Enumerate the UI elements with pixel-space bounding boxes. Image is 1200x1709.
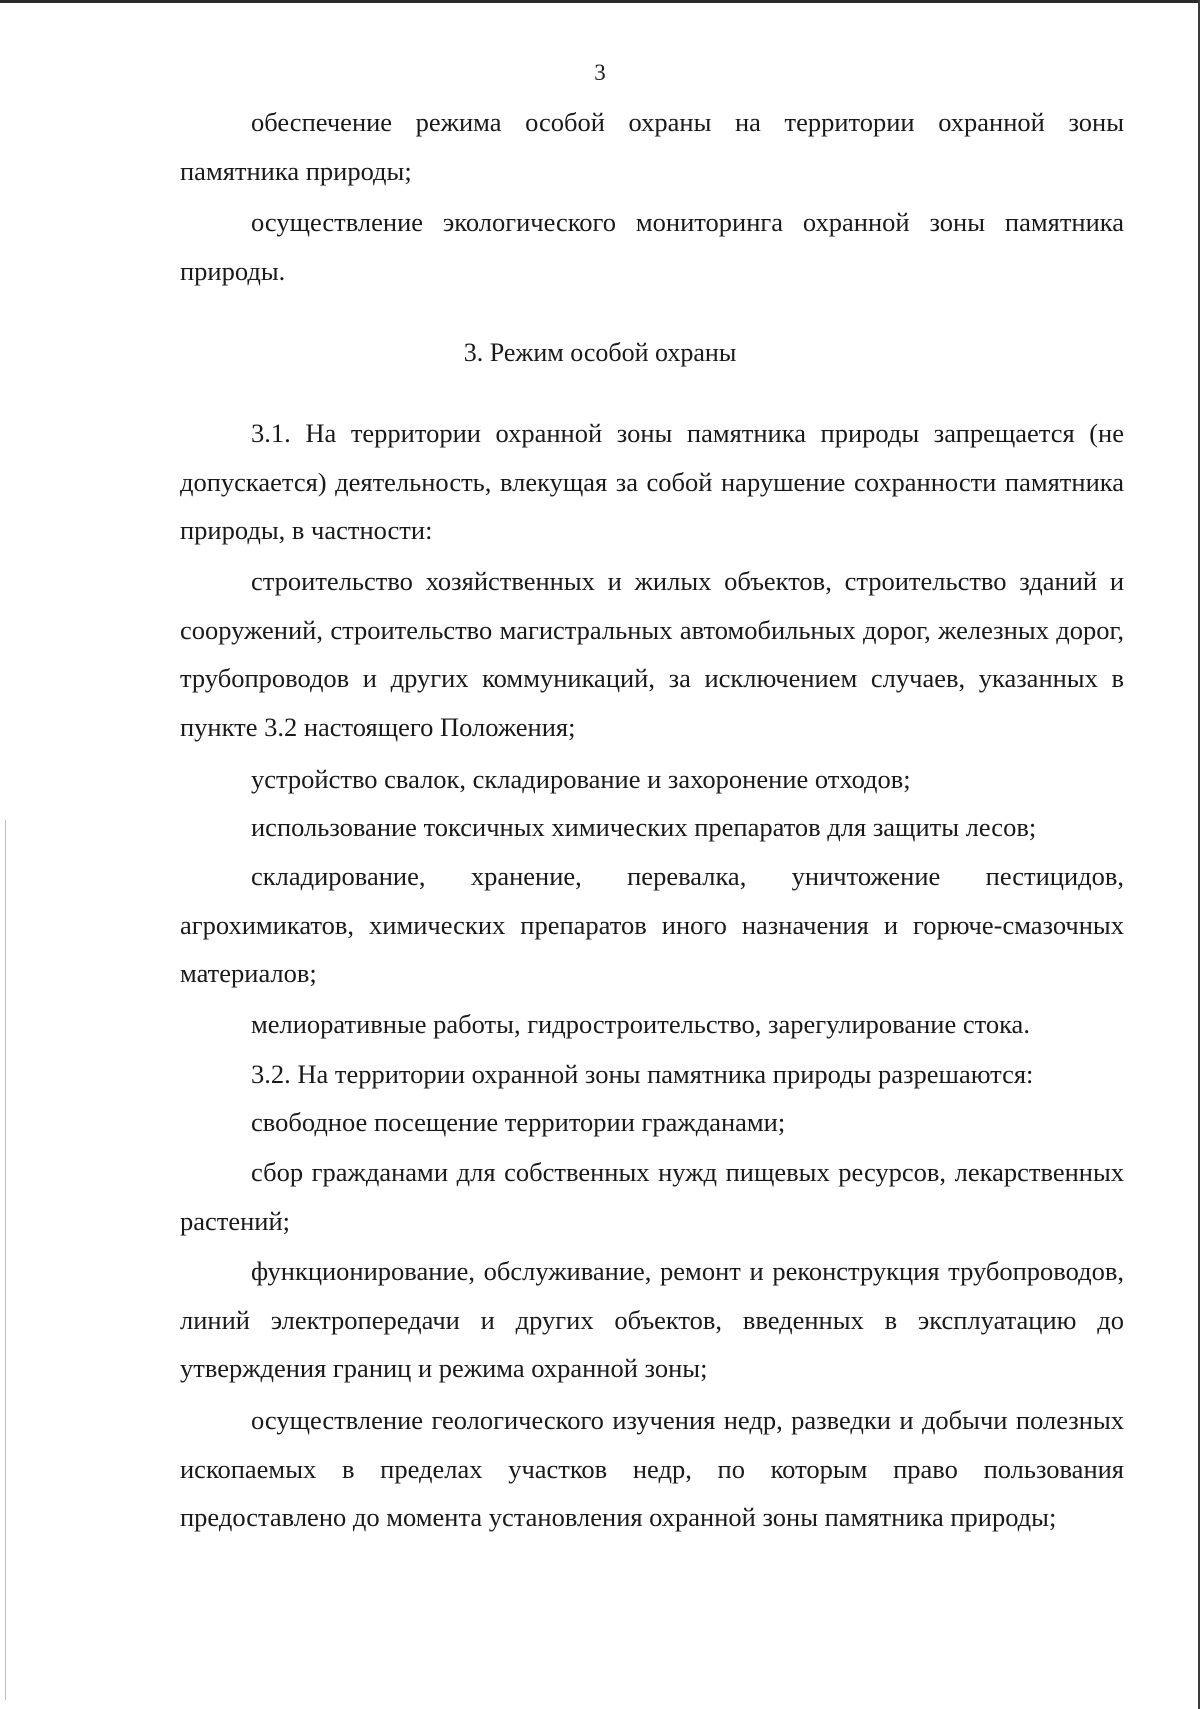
paragraph: устройство свалок, складирование и захоронение отходов;	[251, 764, 911, 794]
paragraph: 3.1. На территории охранной зоны памятника природы запрещается (не допускается) деятельность, влекущая за собой нарушение сохранности памятника природы, в частности:	[180, 418, 1124, 545]
paragraph: осуществление экологического мониторинга охранной зоны памятника природы.	[180, 207, 1124, 286]
paragraph: строительство хозяйственных и жилых объектов, строительство зданий и сооружений, строительство магистральных автомобильных дорог, железных дорог, трубопроводов и других коммуникаций, за исключением случаев, указанных в пункте 3.2 настоящего Положения;	[180, 566, 1124, 742]
paragraph: использование токсичных химических препаратов для защиты лесов;	[251, 812, 1037, 842]
paragraph: сбор гражданами для собственных нужд пищевых ресурсов, лекарственных растений;	[180, 1157, 1124, 1236]
paragraph: обеспечение режима особой охраны на территории охранной зоны памятника природы;	[180, 107, 1124, 186]
paragraph: функционирование, обслуживание, ремонт и реконструкция трубопроводов, линий электропередачи и других объектов, введенных в эксплуатацию до утверждения границ и режима охранной зоны;	[180, 1256, 1124, 1383]
scan-edge-left	[5, 820, 6, 1700]
page-number: 3	[594, 60, 606, 85]
paragraph: свободное посещение территории гражданами;	[251, 1107, 786, 1137]
scan-edge-top	[0, 0, 1200, 3]
paragraph: осуществление геологического изучения недр, разведки и добычи полезных ископаемых в пределах участков недр, по которым право пользования предоставлено до момента установления охранной зоны памятника природы;	[180, 1405, 1124, 1532]
paragraph: 3.2. На территории охранной зоны памятника природы разрешаются:	[251, 1059, 1034, 1089]
section-title: 3. Режим особой охраны	[463, 338, 737, 367]
paragraph: складирование, хранение, перевалка, уничтожение пестицидов, агрохимикатов, химических препаратов иного назначения и горюче-смазочных материалов;	[180, 861, 1124, 988]
paragraph: мелиоративные работы, гидростроительство, зарегулирование стока.	[251, 1009, 1030, 1039]
